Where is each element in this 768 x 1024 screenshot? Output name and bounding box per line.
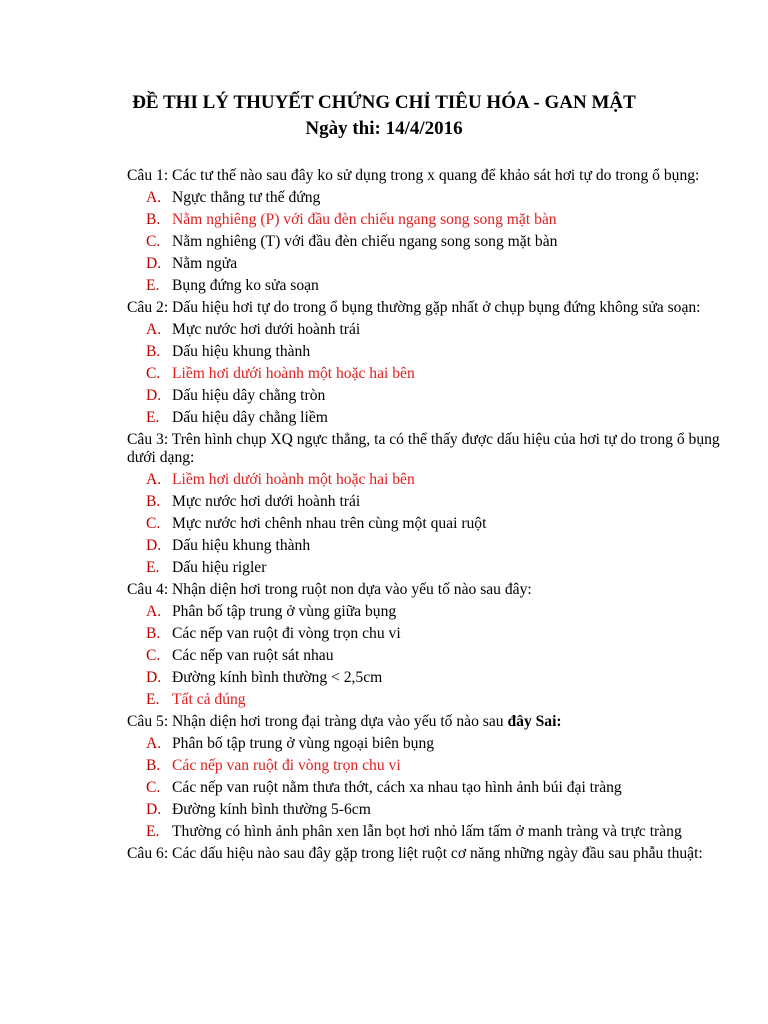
option-c (127, 647, 727, 665)
option-letter: B. (146, 493, 161, 510)
option-e (127, 277, 727, 295)
option-list (127, 603, 727, 709)
option-text: Dấu hiệu rigler (172, 559, 267, 576)
option-text: Mực nước hơi dưới hoành trái (172, 493, 361, 510)
option-list (127, 189, 727, 295)
option-letter: A. (146, 603, 162, 620)
option-text: Dấu hiệu dây chằng liềm (172, 409, 328, 426)
option-text: Liềm hơi dưới hoành một hoặc hai bên (172, 365, 415, 382)
option-text: Ngực thẳng tư thế đứng (172, 189, 321, 206)
option-c (127, 779, 727, 797)
option-a (127, 603, 727, 621)
option-b (127, 493, 727, 511)
option-d (127, 537, 727, 555)
option-letter: D. (146, 669, 162, 686)
option-text: Các nếp van ruột đi vòng trọn chu vi (172, 625, 401, 642)
option-text: Nằm nghiêng (P) với đầu đèn chiếu ngang song song mặt bàn (172, 211, 557, 228)
option-e (127, 823, 727, 841)
option-c-correct (127, 365, 727, 383)
option-letter: C. (146, 233, 161, 250)
question-text: Câu 6: Các dấu hiệu nào sau đây gặp trong liệt ruột cơ năng những ngày đầu sau phẫu thuật: (127, 845, 703, 862)
option-letter: C. (146, 365, 161, 382)
option-letter: B. (146, 211, 161, 228)
option-list (127, 471, 727, 577)
option-text: Đường kính bình thường 5-6cm (172, 801, 371, 818)
question-text: Câu 2: Dấu hiệu hơi tự do trong ổ bụng thường gặp nhất ở chụp bụng đứng không sửa soạn: (127, 299, 701, 316)
option-d (127, 387, 727, 405)
question-text-emphasis: đây Sai: (507, 713, 562, 730)
option-letter: A. (146, 321, 162, 338)
option-text: Các nếp van ruột nằm thưa thớt, cách xa nhau tạo hình ảnh búi đại tràng (172, 779, 622, 796)
option-c (127, 233, 727, 251)
option-text: Các nếp van ruột sát nhau (172, 647, 334, 664)
question-text (127, 713, 727, 731)
option-a (127, 189, 727, 207)
option-letter: A. (146, 471, 162, 488)
question-2 (127, 299, 727, 427)
question-4 (127, 581, 727, 709)
option-letter: E. (146, 409, 160, 426)
option-text: Dấu hiệu khung thành (172, 537, 311, 554)
option-text: Bụng đứng ko sửa soạn (172, 277, 319, 294)
option-e (127, 559, 727, 577)
option-letter: C. (146, 515, 161, 532)
option-letter: E. (146, 691, 160, 708)
exam-content (127, 167, 727, 867)
option-letter: D. (146, 255, 162, 272)
question-3 (127, 431, 727, 577)
option-d (127, 801, 727, 819)
option-text: Đường kính bình thường < 2,5cm (172, 669, 383, 686)
document-title: ĐỀ THI LÝ THUYẾT CHỨNG CHỈ TIÊU HÓA - GAN MẬT (132, 92, 636, 113)
option-list (127, 321, 727, 427)
option-e (127, 409, 727, 427)
option-letter: E. (146, 823, 160, 840)
question-text: Câu 4: Nhận diện hơi trong ruột non dựa vào yếu tố nào sau đây: (127, 581, 532, 598)
option-letter: B. (146, 343, 161, 360)
option-e-correct (127, 691, 727, 709)
option-letter: A. (146, 735, 162, 752)
option-letter: A. (146, 189, 162, 206)
option-c (127, 515, 727, 533)
option-text: Các nếp van ruột đi vòng trọn chu vi (172, 757, 401, 774)
option-a (127, 321, 727, 339)
option-list (127, 735, 727, 841)
option-d (127, 669, 727, 687)
option-text: Mực nước hơi chênh nhau trên cùng một quai ruột (172, 515, 487, 532)
option-b-correct (127, 757, 727, 775)
question-5 (127, 713, 727, 841)
option-text: Tất cả đúng (172, 691, 246, 708)
option-text: Phân bố tập trung ở vùng giữa bụng (172, 603, 397, 620)
option-a-correct (127, 471, 727, 489)
option-letter: E. (146, 277, 160, 294)
option-text: Dấu hiệu dây chằng tròn (172, 387, 326, 404)
option-letter: D. (146, 801, 162, 818)
option-text: Thường có hình ảnh phân xen lẫn bọt hơi nhỏ lấm tấm ở manh tràng và trực tràng (172, 823, 682, 840)
option-text: Mực nước hơi dưới hoành trái (172, 321, 361, 338)
question-6 (127, 845, 727, 863)
option-letter: C. (146, 779, 161, 796)
option-letter: C. (146, 647, 161, 664)
option-text: Nằm ngửa (172, 255, 238, 272)
question-text-main: Câu 5: Nhận diện hơi trong đại tràng dựa vào yếu tố nào sau (127, 713, 508, 730)
option-letter: B. (146, 625, 161, 642)
option-a (127, 735, 727, 753)
question-1 (127, 167, 727, 295)
option-text: Liềm hơi dưới hoành một hoặc hai bên (172, 471, 415, 488)
question-text: Câu 3: Trên hình chụp XQ ngực thẳng, ta có thể thấy được dấu hiệu của hơi tự do trong ổ bụng dưới dạng: (127, 431, 720, 466)
option-b (127, 343, 727, 361)
option-b (127, 625, 727, 643)
option-d (127, 255, 727, 273)
question-text: Câu 1: Các tư thế nào sau đây ko sử dụng trong x quang để khảo sát hơi tự do trong ổ bụng: (127, 167, 700, 184)
option-text: Nằm nghiêng (T) với đầu đèn chiếu ngang song song mặt bàn (172, 233, 558, 250)
option-letter: B. (146, 757, 161, 774)
option-letter: E. (146, 559, 160, 576)
option-letter: D. (146, 387, 162, 404)
option-b-correct (127, 211, 727, 229)
option-text: Dấu hiệu khung thành (172, 343, 311, 360)
option-letter: D. (146, 537, 162, 554)
exam-date: Ngày thi: 14/4/2016 (305, 118, 463, 139)
option-text: Phân bố tập trung ở vùng ngoại biên bụng (172, 735, 435, 752)
